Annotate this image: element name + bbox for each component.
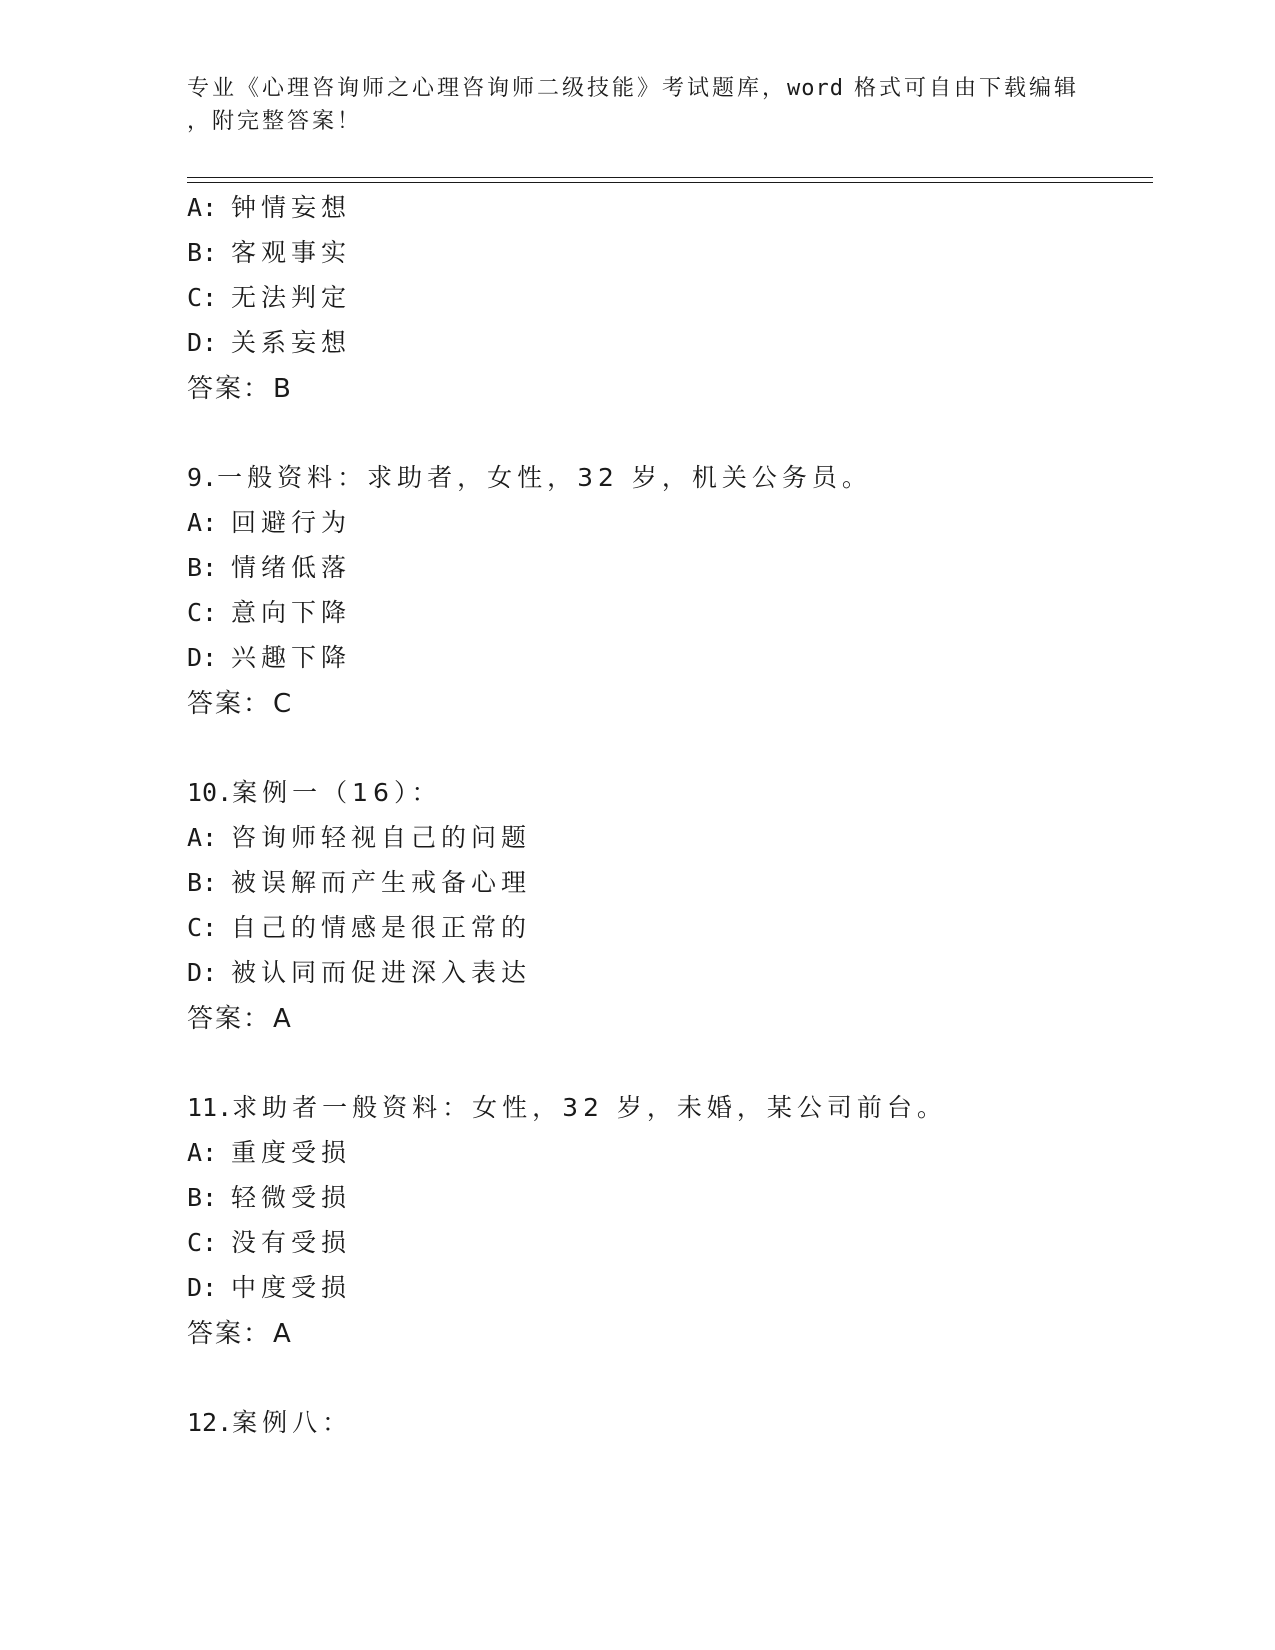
- option-key: D:: [187, 1273, 218, 1302]
- option-key: A:: [187, 508, 218, 537]
- q10-option-d: [187, 958, 531, 988]
- option-key: B:: [187, 1183, 218, 1212]
- option-text: 被认同而促进深入表达: [231, 958, 532, 987]
- option-text: 兴趣下降: [231, 643, 352, 672]
- option-key: D:: [187, 958, 218, 987]
- answer-label: 答案：: [187, 689, 272, 719]
- q12-title: [187, 1408, 352, 1438]
- q9-option-a: [187, 508, 351, 538]
- question-number: 9.: [187, 463, 218, 492]
- option-text: 回避行为: [231, 508, 352, 537]
- q9-option-b: [187, 553, 351, 583]
- question-number: 11.: [187, 1093, 233, 1122]
- option-text: 钟情妄想: [231, 193, 352, 222]
- header-divider-top: [187, 177, 1153, 178]
- q11-title: [187, 1093, 947, 1123]
- question-number: 10.: [187, 778, 233, 807]
- q8-answer: [187, 374, 293, 404]
- q10-option-c: [187, 913, 531, 943]
- answer-label: 答案：: [187, 1319, 272, 1349]
- option-key: B:: [187, 868, 218, 897]
- header-text-pre: 专业《心理咨询师之心理咨询师二级技能》考试题库，: [187, 76, 788, 101]
- q11-option-d: [187, 1273, 351, 1303]
- option-key: D:: [187, 328, 218, 357]
- document-header: [187, 72, 1087, 138]
- q10-title: [187, 778, 441, 808]
- q8-option-b: [187, 238, 351, 268]
- option-text: 被误解而产生戒备心理: [231, 868, 532, 897]
- q11-option-a: [187, 1138, 351, 1168]
- q8-option-c: [187, 283, 351, 313]
- option-text: 轻微受损: [231, 1183, 352, 1212]
- option-text: 无法判定: [231, 283, 352, 312]
- q9-option-d: [187, 643, 351, 673]
- option-key: A:: [187, 193, 218, 222]
- question-text: 案例一（16）：: [232, 778, 442, 807]
- q9-option-c: [187, 598, 351, 628]
- option-key: B:: [187, 238, 218, 267]
- q11-option-b: [187, 1183, 351, 1213]
- question-text: 案例八：: [232, 1408, 353, 1437]
- q10-option-a: [187, 823, 531, 853]
- option-key: C:: [187, 913, 218, 942]
- q8-option-d: [187, 328, 351, 358]
- answer-value: A: [273, 1319, 293, 1349]
- question-text: 求助者一般资料：女性，32 岁，未婚，某公司前台。: [232, 1093, 947, 1122]
- header-line-1: [187, 72, 1087, 105]
- answer-label: 答案：: [187, 1004, 272, 1034]
- answer-label: 答案：: [187, 374, 272, 404]
- answer-value: B: [273, 374, 293, 404]
- q8-option-a: [187, 193, 351, 223]
- option-text: 重度受损: [231, 1138, 352, 1167]
- option-text: 关系妄想: [231, 328, 352, 357]
- question-text: 一般资料：求助者，女性，32 岁，机关公务员。: [217, 463, 872, 492]
- option-text: 意向下降: [231, 598, 352, 627]
- header-line-2: ，附完整答案！: [187, 109, 363, 134]
- option-text: 中度受损: [231, 1273, 352, 1302]
- option-key: C:: [187, 598, 218, 627]
- header-divider-bottom: [187, 182, 1153, 183]
- option-text: 没有受损: [231, 1228, 352, 1257]
- header-text-word: word: [787, 76, 844, 101]
- option-text: 自己的情感是很正常的: [231, 913, 532, 942]
- option-key: B:: [187, 553, 218, 582]
- option-text: 情绪低落: [231, 553, 352, 582]
- q11-option-c: [187, 1228, 351, 1258]
- question-number: 12.: [187, 1408, 233, 1437]
- q10-answer: [187, 1004, 293, 1034]
- header-text-post: 格式可自由下载编辑: [854, 76, 1080, 101]
- q9-title: [187, 463, 872, 493]
- option-text: 咨询师轻视自己的问题: [231, 823, 532, 852]
- answer-value: A: [273, 1004, 293, 1034]
- q9-answer: [187, 689, 293, 719]
- option-key: A:: [187, 823, 218, 852]
- option-key: D:: [187, 643, 218, 672]
- answer-value: C: [273, 689, 294, 719]
- option-key: A:: [187, 1138, 218, 1167]
- option-key: C:: [187, 1228, 218, 1257]
- q11-answer: [187, 1319, 293, 1349]
- q10-option-b: [187, 868, 531, 898]
- option-text: 客观事实: [231, 238, 352, 267]
- option-key: C:: [187, 283, 218, 312]
